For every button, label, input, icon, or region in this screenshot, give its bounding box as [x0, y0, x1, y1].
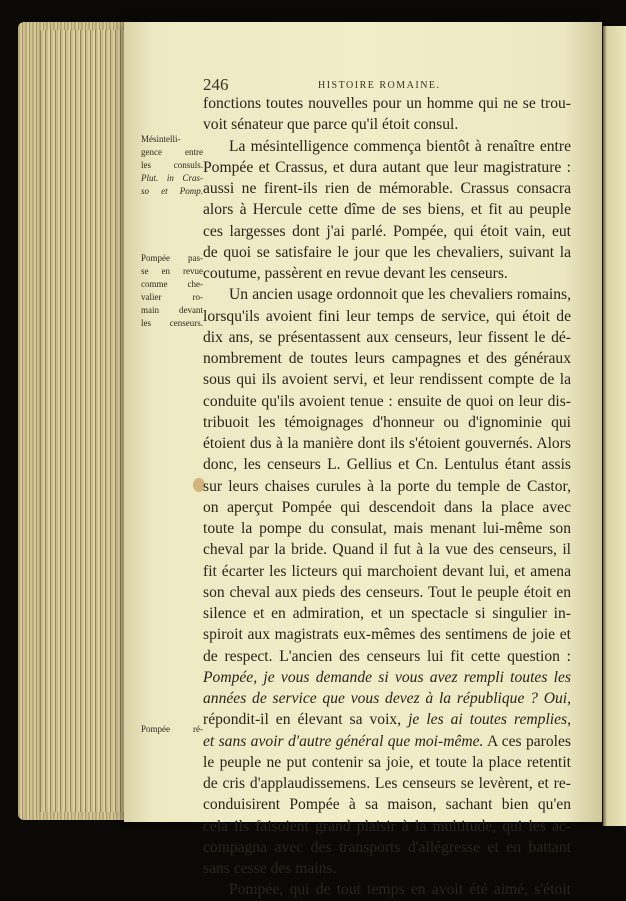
- text-span: nombrement de toutes leurs campagnes et des généraux: [203, 350, 571, 367]
- margin-note-line: valier ro-: [141, 292, 203, 302]
- margin-note-line: Pompée pas-: [141, 253, 203, 263]
- margin-note-line: se en revue: [141, 266, 203, 276]
- text-line: [203, 603, 571, 624]
- text-span: spiroit aux magistrats eux-mêmes des sentimens de joie et: [203, 626, 571, 644]
- text-span: silence et en admiration, et un spectacle si singulier in-: [203, 605, 571, 622]
- text-line: [203, 242, 571, 263]
- text-line: [203, 454, 571, 475]
- text-line: [203, 93, 571, 114]
- text-line: [203, 221, 571, 242]
- margin-note-line: so et Pomp.: [141, 186, 203, 196]
- text-span: A ces paroles: [483, 732, 571, 750]
- text-line: [203, 688, 571, 709]
- text-span: fonctions toutes nouvelles pour un homme qui ne se trou-: [203, 95, 571, 112]
- text-span: sans cesse des mains.: [203, 860, 337, 877]
- text-span: ces largesses dont j'ai parlé. Pompée, qui étoit vain, eut: [203, 222, 571, 240]
- text-line: [203, 433, 571, 454]
- text-span: de cris d'applaudissemens. Les censeurs se levèrent, et re-: [203, 775, 571, 792]
- text-span: Pompée et Crassus, et dura autant que leur magistrature :: [203, 158, 571, 176]
- text-line: [203, 327, 571, 348]
- text-line: [203, 794, 571, 815]
- margin-note-line: gence entre: [141, 147, 203, 157]
- text-line: [203, 879, 571, 900]
- text-line: [203, 816, 571, 837]
- text-line: [203, 709, 571, 730]
- text-line: [203, 136, 571, 157]
- text-line: [203, 646, 571, 667]
- text-line: [203, 263, 571, 284]
- text-span: aussi ne firent-ils rien de mémorable. Crassus consacra: [203, 180, 571, 197]
- text-span: cela ils faisoient grand plaisir à la multitude, qui les ac-: [203, 817, 571, 835]
- text-line: [203, 731, 571, 752]
- text-span: de respect. L'ancien des censeurs lui fit cette question :: [203, 647, 571, 665]
- italic-text: je les ai toutes remplies,: [408, 711, 571, 729]
- text-line: [203, 752, 571, 773]
- text-line: [203, 773, 571, 794]
- text-line: [203, 624, 571, 645]
- text-span: donc, les censeurs L. Gellius et Cn. Lentulus étant assis: [203, 456, 571, 474]
- text-line: [203, 114, 571, 135]
- text-span: cheval par la bride. Quand il fut à la vue des censeurs, il: [203, 541, 571, 559]
- text-span: conduite qu'ils avoient tenue : ensuite de quoi on leur dis-: [203, 392, 571, 410]
- text-line: [203, 199, 571, 220]
- margin-note-line: Mésintelli-: [141, 134, 181, 144]
- text-line: [203, 582, 571, 603]
- text-span: de quoi se satisfaire le jour que les chevaliers, suivant la: [203, 243, 571, 261]
- text-span: conduisirent Pompée à sa maison, sachant bien qu'en: [203, 796, 571, 814]
- text-span: Pompée, qui de tout temps en avoit été aimé, s'étoit: [229, 881, 571, 899]
- margin-note-line: comme che-: [141, 279, 203, 289]
- text-span: alors à Hercule cette dîme de ses biens, et fit au peuple: [203, 201, 571, 219]
- italic-text: Oui,: [543, 690, 571, 707]
- text-line: [203, 157, 571, 178]
- margin-note-line: Plut. in Cras-: [141, 173, 203, 183]
- text-line: [203, 858, 571, 879]
- text-span: tribuoit les témoignages d'honneur ou d'ignominie qui: [203, 413, 571, 431]
- text-span: fit écarter les licteurs qui marchoient devant lui, et amena: [203, 562, 571, 580]
- text-span: Un ancien usage ordonnoit que les chevaliers romains,: [229, 286, 571, 304]
- text-line: [203, 306, 571, 327]
- margin-note-line: les censeurs.: [141, 318, 203, 328]
- text-span: sous qui ils avoient servi, et leur rendissent compte de la: [203, 371, 571, 389]
- text-span: son cheval aux pieds des censeurs. Tout le peuple étoit en: [203, 583, 571, 601]
- italic-text: et sans avoir d'autre général que moi-même.: [203, 732, 484, 750]
- text-line: [203, 369, 571, 390]
- margin-note-line: Pompée ré-: [141, 724, 203, 734]
- text-span: étoient dus à la manière dont ils s'étoient gouvernés. Alors: [203, 435, 571, 452]
- text-span: toute la pompe du consulat, mais menant lui-même son: [203, 520, 571, 537]
- margin-note-line: main devant: [141, 305, 203, 315]
- text-line: [203, 497, 571, 518]
- text-span: sur leurs chaises curules à la porte du temple de Castor,: [203, 477, 571, 495]
- text-span: dix ans, se présentassent aux censeurs, leur fissent le dé-: [203, 328, 571, 346]
- italic-text: années de service que vous devez à la république ?: [203, 690, 544, 707]
- text-span: le peuple ne put contenir sa joie, et toute la place retentit: [203, 753, 571, 771]
- text-span: on aperçut Pompée qui descendoit dans la place avec: [203, 498, 571, 516]
- text-line: [203, 412, 571, 433]
- running-title: HISTOIRE ROMAINE.: [318, 80, 441, 91]
- text-span: compagna avec des transports d'allégresse et en battant: [203, 838, 571, 856]
- text-span: coutume, passèrent en revue devant les censeurs.: [203, 265, 508, 282]
- text-line: [203, 667, 571, 688]
- text-line: [203, 348, 571, 369]
- margin-note: [141, 252, 203, 330]
- text-line: [203, 284, 571, 305]
- text-span: répondit-il en élevant sa voix,: [203, 711, 409, 729]
- text-line: [203, 837, 571, 858]
- book-page-edges-inner: [40, 30, 130, 812]
- text-line: [203, 561, 571, 582]
- text-line: [203, 539, 571, 560]
- text-span: voit sénateur que parce qu'il étoit consul.: [203, 116, 459, 134]
- margin-note-line: les consuls.: [141, 160, 203, 170]
- text-line: [203, 476, 571, 497]
- facing-page-edge: [603, 26, 626, 826]
- body-text: [203, 93, 571, 901]
- margin-note: [141, 723, 203, 736]
- page-number: 246: [203, 75, 229, 94]
- italic-text: Pompée, je vous demande si vous avez rempli toutes les: [203, 668, 571, 686]
- text-line: [203, 391, 571, 412]
- margin-note: [141, 133, 203, 198]
- text-line: [203, 518, 571, 539]
- text-span: lorsqu'ils avoient fini leur temps de service, qui étoit de: [203, 307, 571, 325]
- text-line: [203, 178, 571, 199]
- text-span: La mésintelligence commença bientôt à renaître entre: [229, 137, 571, 155]
